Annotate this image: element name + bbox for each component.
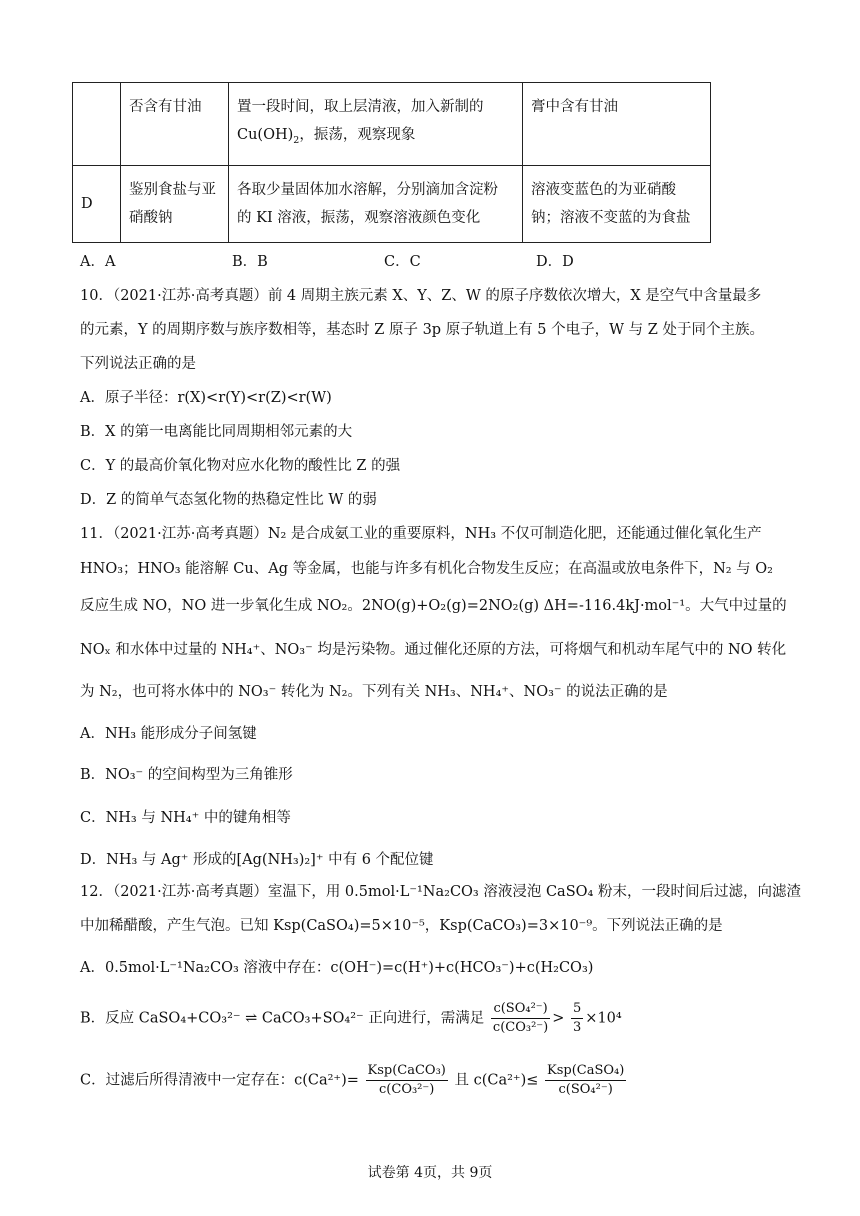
q11-stem-line: 11．（2021·江苏·高考真题）N₂ 是合成氨工业的重要原料，NH₃ 不仅可制造化肥，还能通过催化氧化生产: [80, 526, 762, 542]
ratio-fraction: $\frac{\text{c(SO₄²⁻)}}{\text{c(CO₃²⁻)}}$: [492, 1001, 549, 1035]
option-b[interactable]: B．B: [232, 254, 268, 270]
row-label: [73, 83, 121, 166]
table-row: [73, 83, 711, 166]
table-row: [73, 165, 711, 242]
q12-stem-line: 中加稀醋酸，产生气泡。已知 Ksp(CaSO₄)=5×10⁻⁵，Ksp(CaCO₃)=3×10⁻⁹。下列说法正确的是: [80, 918, 723, 934]
q10-option-c[interactable]: C．Y 的最高价氧化物对应水化物的酸性比 Z 的强: [80, 458, 401, 474]
q10-stem-line: 下列说法正确的是: [80, 356, 196, 372]
q10-stem-line: 10．（2021·江苏·高考真题）前 4 周期主族元素 X、Y、Z、W 的原子序数依次增大，X 是空气中含量最多: [80, 288, 762, 304]
q11-stem-line: NOₓ 和水体中过量的 NH₄⁺、NO₃⁻ 均是污染物。通过催化还原的方法，可将烟气和机动车尾气中的 NO 转化: [80, 642, 787, 658]
q11-stem-line: 为 N₂，也可将水体中的 NO₃⁻ 转化为 N₂。下列有关 NH₃、NH₄⁺、NO₃⁻ 的说法正确的是: [80, 684, 668, 700]
q11-stem-line: HNO₃；HNO₃ 能溶解 Cu、Ag 等金属，也能与许多有机化合物发生反应；在高温或放电条件下，N₂ 与 O₂: [80, 561, 773, 577]
q11-option-c[interactable]: C．NH₃ 与 NH₄⁺ 中的键角相等: [80, 810, 291, 826]
q10-option-b[interactable]: B．X 的第一电离能比同周期相邻元素的大: [80, 424, 353, 440]
q12-stem-line: 12．（2021·江苏·高考真题）室温下，用 0.5mol·L⁻¹Na₂CO₃ 溶液浸泡 CaSO₄ 粉末，一段时间后过滤，向滤渣: [80, 884, 801, 900]
ksp-caco3-fraction: $\frac{\text{Ksp(CaCO₃)}}{\text{c(CO₃²⁻)}}$: [367, 1063, 446, 1097]
q10-option-d[interactable]: D．Z 的简单气态氢化物的热稳定性比 W 的弱: [80, 492, 377, 508]
option-d[interactable]: D．D: [536, 254, 574, 270]
page-footer: 试卷第 4页，共 9页: [367, 1165, 493, 1181]
conclusion-cell: 膏中含有甘油: [523, 83, 711, 166]
q11-option-b[interactable]: B．NO₃⁻ 的空间构型为三角锥形: [80, 767, 293, 783]
operation-cell: 各取少量固体加水溶解，分别滴加含淀粉 的 KI 溶液，振荡，观察溶液颜色变化: [229, 165, 523, 242]
operation-cell: 置一段时间，取上层清液，加入新制的 $Cu(OH)_2$，振荡，观察现象: [229, 83, 523, 166]
ksp-caso4-fraction: $\frac{\text{Ksp(CaSO₄)}}{\text{c(SO₄²⁻)}}$: [547, 1063, 625, 1097]
question-9-options: [80, 250, 720, 270]
option-a[interactable]: A．A: [80, 254, 116, 270]
q10-option-a[interactable]: A．原子半径：r(X)<r(Y)<r(Z)<r(W): [80, 390, 332, 406]
purpose-cell: 否含有甘油: [121, 83, 229, 166]
purpose-cell: 鉴别食盐与亚 硝酸钠: [121, 165, 229, 242]
row-label: D: [73, 165, 121, 242]
conclusion-cell: 溶液变蓝色的为亚硝酸 钠；溶液不变蓝的为食盐: [523, 165, 711, 242]
question-9-table: [72, 82, 711, 243]
q10-stem-line: 的元素，Y 的周期序数与族序数相等，基态时 Z 原子 3p 原子轨道上有 5 个电子，W 与 Z 处于同个主族。: [80, 322, 764, 338]
q12-option-a[interactable]: A．0.5mol·L⁻¹Na₂CO₃ 溶液中存在：c(OH⁻)=c(H⁺)+c(HCO₃⁻)+c(H₂CO₃): [80, 960, 594, 976]
q12-option-b[interactable]: B．反应 CaSO₄+CO₃²⁻ ⇌ CaCO₃+SO₄²⁻ 正向进行，需满足 $\frac{\text{c(SO₄²⁻)}}{\text{c(CO₃²⁻)}}$ > $\frac{5}{3}$ ×10⁴: [80, 1001, 622, 1035]
q11-option-d[interactable]: D．NH₃ 与 Ag⁺ 形成的[Ag(NH₃)₂]⁺ 中有 6 个配位键: [80, 852, 434, 868]
q12-option-c[interactable]: C．过滤后所得清液中一定存在：c(Ca²⁺)= $\frac{\text{Ksp(CaCO₃)}}{\text{c(CO₃²⁻)}}$ 且 c(Ca²⁺)≤ $\frac{\text{Ksp(CaSO₄)}}{\text{c(SO₄²⁻)}}$: [80, 1063, 625, 1097]
q11-option-a[interactable]: A．NH₃ 能形成分子间氢键: [80, 726, 257, 742]
option-c[interactable]: C．C: [384, 254, 421, 270]
coefficient-fraction: $\frac{5}{3}$: [573, 1001, 582, 1035]
q11-stem-line: 反应生成 NO，NO 进一步氧化生成 NO₂。2NO(g)+O₂(g)=2NO₂(g) ΔH=-116.4kJ·mol⁻¹。大气中过量的: [80, 598, 787, 614]
